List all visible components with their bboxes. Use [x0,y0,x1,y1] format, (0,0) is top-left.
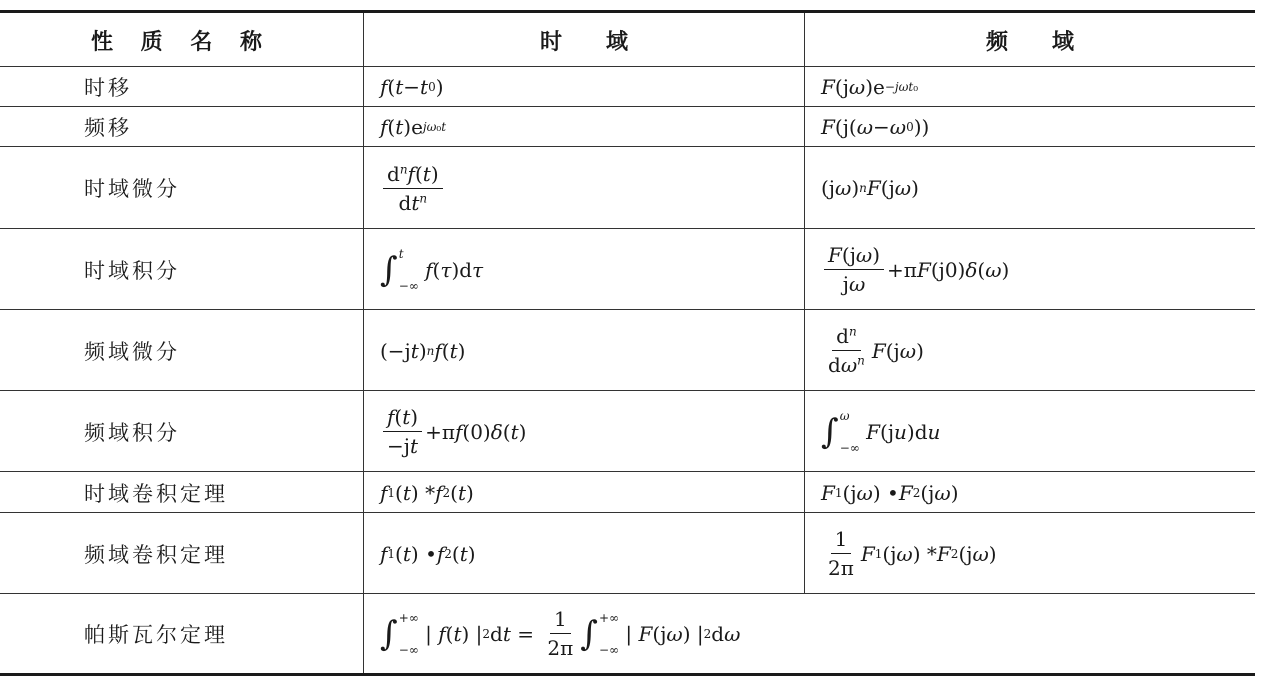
freq-domain-expr: F 1 (j ω ) • F 2 (j ω ) [821,480,959,505]
table-row [0,67,1255,107]
freq-domain-expr: F (j( ω − ω 0 )) [821,115,930,139]
time-domain-expr: f 1 ( t ) * f 2 ( t ) [380,480,474,505]
table-row [0,391,1255,472]
time-domain-expr: (−j t ) n f ( t ) [380,338,466,363]
table-row [0,594,1255,673]
property-name: 时域卷积定理 [84,481,228,506]
property-name: 频域积分 [84,420,180,445]
table-row [0,107,1255,147]
property-name: 频移 [84,116,132,140]
property-name: 时域积分 [84,258,180,283]
parseval-expr: ∫ +∞ −∞ | f ( t ) | 2 d t = $\frac{1}{2\pi}$ ∫ +∞ −∞ | F (j ω ) | 2 d ω [380,607,741,660]
property-name: 时域微分 [84,177,180,201]
freq-domain-expr: $\frac{1}{2\pi}$ F 1 (j ω ) * F 2 (j ω ) [828,527,997,580]
time-domain-expr: f ( t − t 0 ) [380,75,444,99]
property-name: 帕斯瓦尔定理 [84,622,228,647]
table-row [0,229,1255,310]
column-divider [804,13,805,594]
table-row [0,147,1255,229]
property-name: 频域卷积定理 [84,542,228,567]
header-property-name: 性 质 名 称 [91,29,272,55]
time-domain-expr: f 1 ( t ) • f 2 ( t ) [380,541,476,566]
freq-domain-expr: ∫ ω −∞ F (j u )d u [821,408,941,455]
time-domain-expr: f ( t )e jω₀t [380,115,447,139]
property-name: 时移 [84,76,132,100]
time-domain-expr: ∫ t −∞ f ( τ )d τ [380,246,484,293]
column-divider [363,13,364,673]
header-frequency-domain: 频 域 [985,29,1074,55]
time-domain-expr: $\frac{f(t)}{-jt}$ +π f (0) δ ( t ) [364,391,820,472]
freq-domain-expr: F (j ω )e −jωt₀ [821,75,919,99]
table-header-row [0,13,1255,67]
freq-domain-expr: $\frac{d^n}{d\omega^n}$ F (j ω ) [828,324,924,377]
table-bottom-rule [0,673,1255,676]
freq-domain-expr: $\frac{F(j\omega)}{j\omega}$ +π F (j0) δ ( ω ) [805,229,1271,310]
freq-domain-expr: (j ω ) n F (j ω ) [821,176,919,200]
table-row [0,310,1255,391]
time-domain-expr: $\frac{d^nf(t)}{dt^n}$ [364,147,820,229]
table-row [0,513,1255,594]
property-name: 频域微分 [84,339,180,364]
header-time-domain: 时 域 [539,29,628,55]
table-row [0,472,1255,513]
